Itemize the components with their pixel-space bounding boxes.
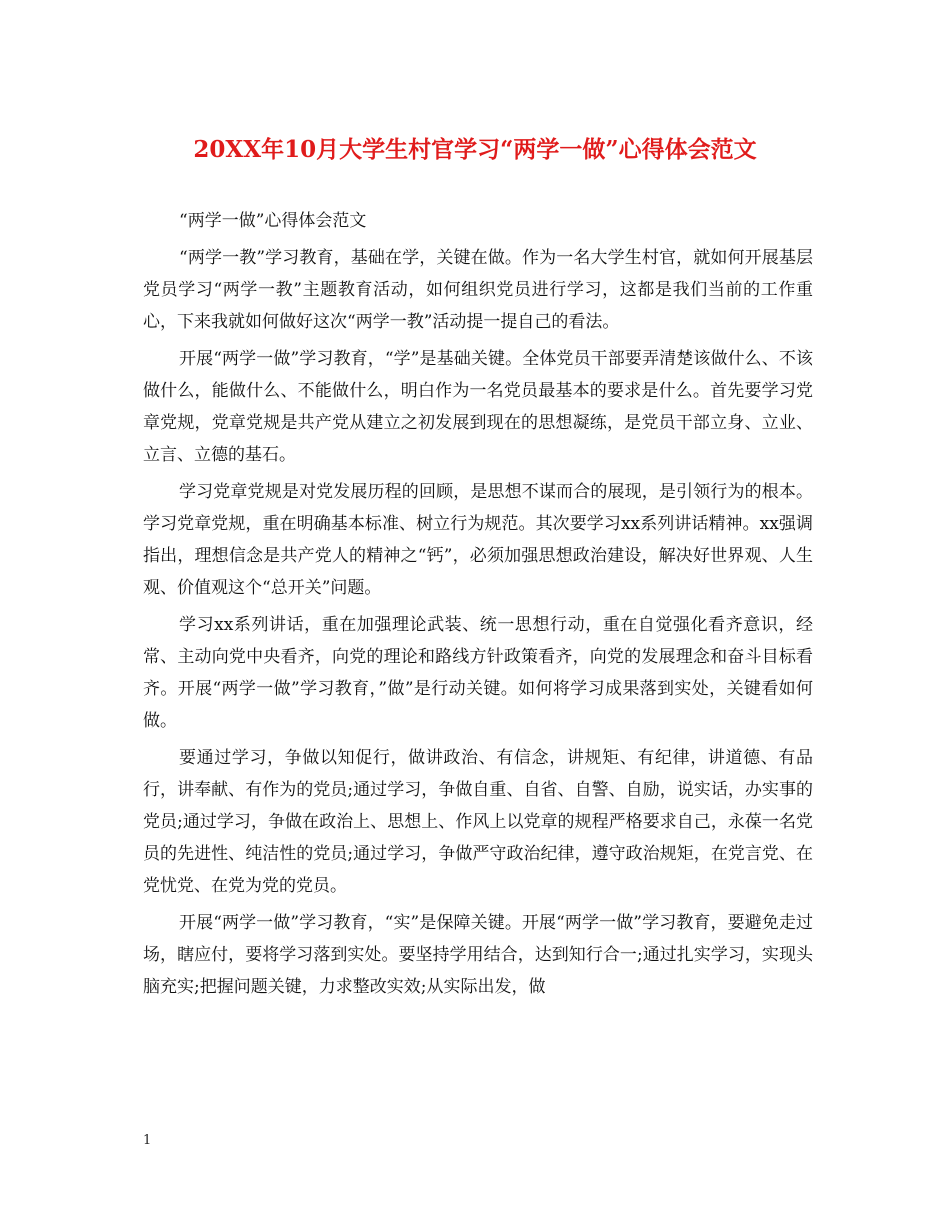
- body-paragraph: 要通过学习，争做以知促行，做讲政治、有信念，讲规矩、有纪律，讲道德、有品行，讲奉献、有作为的党员;通过学习，争做自重、自省、自警、自励，说实话，办实事的党员;通过学习，争做在政治上、思想上、作风上以党章的规程严格要求自己，永葆一名党员的先进性、纯洁性的党员;通过学习，争做严守政治纪律，遵守政治规矩，在党言党、在党忧党、在党为党的党员。: [143, 748, 813, 896]
- body-paragraph: 学习xx系列讲话，重在加强理论武装、统一思想行动，重在自觉强化看齐意识，经常、主动向党中央看齐，向党的理论和路线方针政策看齐，向党的发展理念和奋斗目标看齐。开展“两学一做”学习教育，”做”是行动关键。如何将学习成果落到实处，关键看如何做。: [143, 615, 813, 731]
- page-number: 1: [143, 1133, 152, 1148]
- body-paragraph: 开展“两学一做”学习教育，“实”是保障关键。开展“两学一做”学习教育，要避免走过场，瞎应付，要将学习落到实处。要坚持学用结合，达到知行合一;通过扎实学习，实现头脑充实;把握问题关键，力求整改实效;从实际出发，做: [143, 913, 813, 997]
- body-paragraph: 开展“两学一做”学习教育，“学”是基础关键。全体党员干部要弄清楚该做什么、不该做什么，能做什么、不能做什么，明白作为一名党员最基本的要求是什么。首先要学习党章党规，党章党规是共产党从建立之初发展到现在的思想凝练，是党员干部立身、立业、立言、立德的基石。: [143, 349, 813, 465]
- body-paragraph: “两学一教”学习教育，基础在学，关键在做。作为一名大学生村官，就如何开展基层党员学习“两学一教”主题教育活动，如何组织党员进行学习，这都是我们当前的工作重心，下来我就如何做好这次“两学一教”活动提一提自己的看法。: [143, 248, 813, 332]
- subtitle-paragraph: “两学一做”心得体会范文: [179, 211, 367, 231]
- document-title: 20XX年10月大学生村官学习“两学一做”心得体会范文: [193, 136, 757, 163]
- document-body: [143, 205, 813, 1008]
- body-paragraph: 学习党章党规是对党发展历程的回顾，是思想不谋而合的展现，是引领行为的根本。学习党章党规，重在明确基本标准、树立行为规范。其次要学习xx系列讲话精神。xx强调指出，理想信念是共产党人的精神之“钙”，必须加强思想政治建设，解决好世界观、人生观、价值观这个“总开关”问题。: [143, 482, 813, 598]
